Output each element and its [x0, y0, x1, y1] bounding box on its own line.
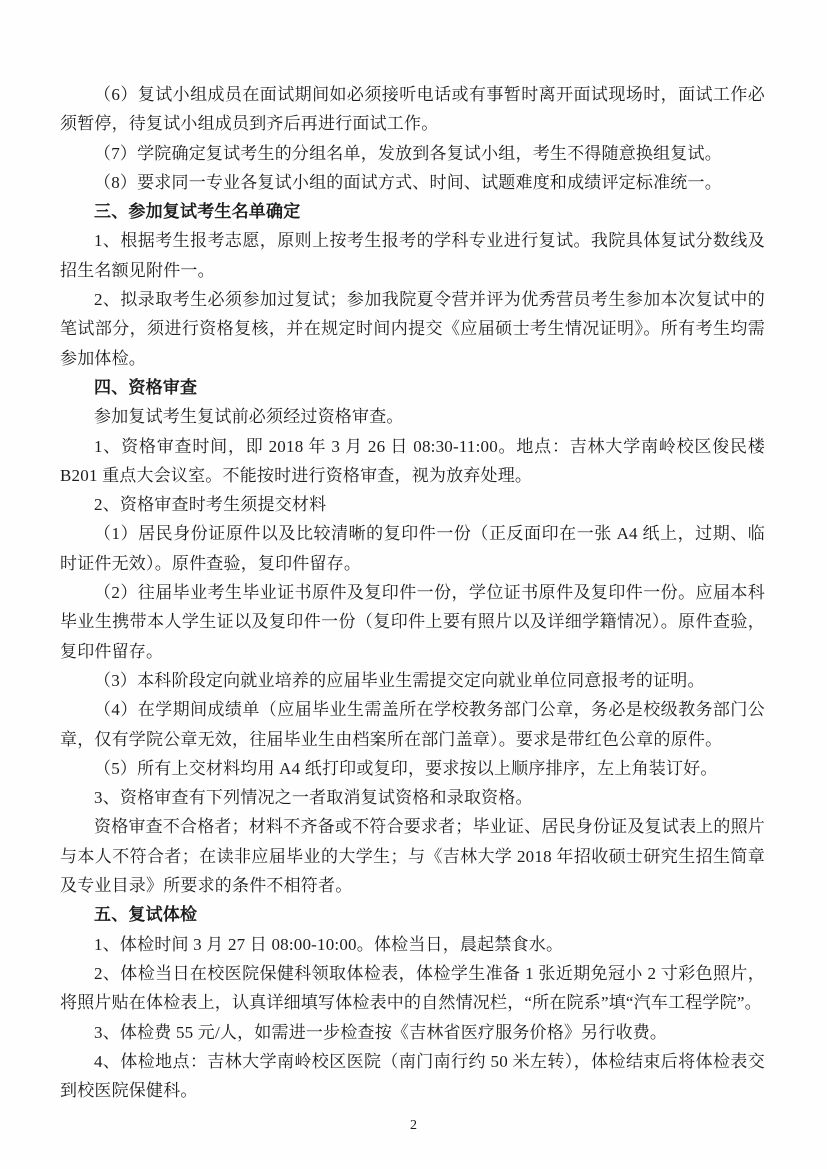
page-number — [0, 1117, 827, 1135]
section-heading: 三、参加复试考生名单确定 — [94, 202, 301, 222]
paragraph: （1）居民身份证原件以及比较清晰的复印件一份（正反面印在一张 A4 纸上，过期、临时证件无效）。原件查验，复印件留存。 — [60, 524, 765, 573]
document-body — [60, 80, 765, 1105]
paragraph: 3、体检费 55 元/人，如需进一步检查按《吉林省医疗服务价格》另行收费。 — [94, 1022, 668, 1042]
paragraph: 2、体检当日在校医院保健科领取体检表，体检学生准备 1 张近期免冠小 2 寸彩色照片，将照片贴在体检表上，认真详细填写体检表中的自然情况栏，“所在院系”填“汽车工程学院”。 — [60, 963, 765, 1013]
paragraph: 2、拟录取考生必须参加过复试；参加我院夏令营并评为优秀营员考生参加本次复试中的笔试部分，须进行资格复核，并在规定时间内提交《应届硕士考生情况证明》。所有考生均需参加体检。 — [60, 290, 765, 368]
paragraph: 2、资格审查时考生须提交材料 — [94, 495, 327, 515]
paragraph: 参加复试考生复试前必须经过资格审查。 — [94, 407, 404, 427]
paragraph: （6）复试小组成员在面试期间如必须接听电话或有事暂时离开面试现场时，面试工作必须暂停，待复试小组成员到齐后再进行面试工作。 — [60, 85, 765, 134]
paragraph: （4）在学期间成绩单（应届毕业生需盖所在学校教务部门公章，务必是校级教务部门公章，仅有学院公章无效，往届毕业生由档案所在部门盖章）。要求是带红色公章的原件。 — [60, 700, 765, 749]
paragraph: （5）所有上交材料均用 A4 纸打印或复印，要求按以上顺序排序，左上角装订好。 — [94, 758, 718, 778]
paragraph: （8）要求同一专业各复试小组的面试方式、时间、试题难度和成绩评定标准统一。 — [94, 172, 722, 192]
paragraph: 4、体检地点：吉林大学南岭校区医院（南门南行约 50 米左转），体检结束后将体检表交到校医院保健科。 — [60, 1051, 765, 1101]
paragraph: 1、体检时间 3 月 27 日 08:00-10:00。体检当日，晨起禁食水。 — [94, 934, 564, 954]
paragraph: 1、资格审查时间，即 2018 年 3 月 26 日 08:30-11:00。地点：吉林大学南岭校区俊民楼B201 重点大会议室。不能按时进行资格审查，视为放弃处理。 — [60, 436, 765, 485]
paragraph: 1、根据考生报考志愿，原则上按考生报考的学科专业进行复试。我院具体复试分数线及招生名额见附件一。 — [60, 231, 765, 280]
paragraph: （7）学院确定复试考生的分组名单，发放到各复试小组，考生不得随意换组复试。 — [94, 143, 722, 163]
section-heading: 四、资格审查 — [94, 377, 198, 397]
paragraph: 资格审查不合格者；材料不齐备或不符合要求者；毕业证、居民身份证及复试表上的照片与本人不符合者；在读非应届毕业的大学生；与《吉林大学 2018 年招收硕士研究生招生简章及专业目录》所要求的条件不相符者。 — [60, 817, 765, 896]
paragraph: 3、资格审查有下列情况之一者取消复试资格和录取资格。 — [94, 788, 533, 808]
paragraph: （3）本科阶段定向就业培养的应届毕业生需提交定向就业单位同意报考的证明。 — [94, 670, 705, 690]
section-heading: 五、复试体检 — [94, 905, 198, 925]
paragraph: （2）往届毕业考生毕业证书原件及复印件一份，学位证书原件及复印件一份。应届本科毕业生携带本人学生证以及复印件一份（复印件上要有照片以及详细学籍情况）。原件查验，复印件留存。 — [60, 583, 765, 661]
page-number-label: 2 — [410, 1118, 417, 1133]
